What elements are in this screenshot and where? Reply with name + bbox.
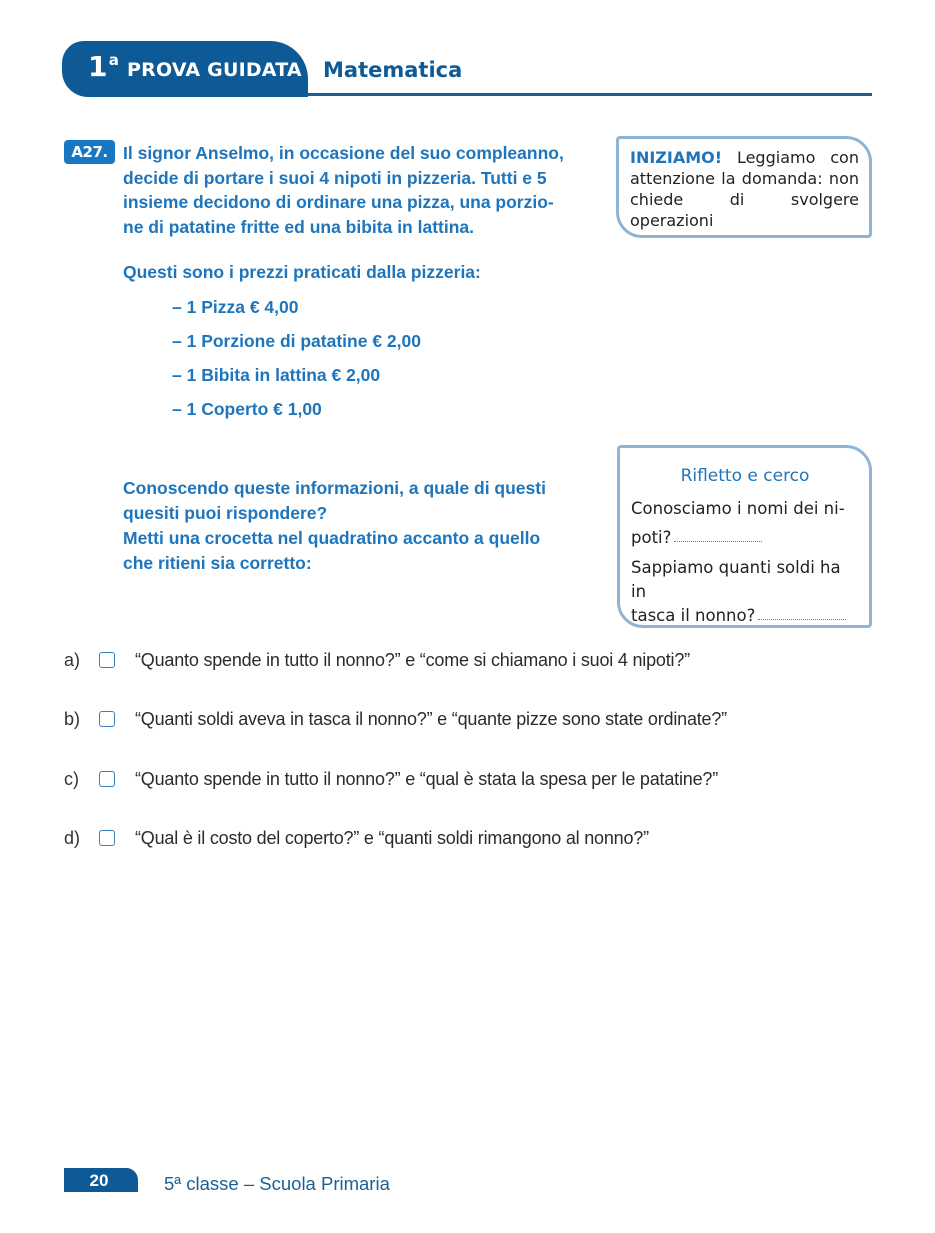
option-checkbox[interactable] <box>99 711 115 727</box>
price-item: – 1 Coperto € 1,00 <box>172 399 322 419</box>
page-number: 20 <box>89 1171 109 1190</box>
footer-text: 5ª classe – Scuola Primaria <box>164 1173 390 1194</box>
header-tab-label: PROVA GUIDATA <box>127 59 302 81</box>
option-text: “Quanto spende in tutto il nonno?” e “come si chiamano i suoi 4 nipoti?” <box>135 649 690 670</box>
option-text: “Quanti soldi aveva in tasca il nonno?” e “quante pizze sono state ordinate?” <box>135 708 727 729</box>
question-line: decide di portare i suoi 4 nipoti in pizzeria. Tutti e 5 <box>123 167 547 188</box>
price-item: – 1 Pizza € 4,00 <box>172 297 299 317</box>
reflect-question-2 <box>631 556 859 628</box>
option-letter: c) <box>64 768 79 789</box>
option-d <box>64 823 649 853</box>
instruction-line: Conoscendo queste informazioni, a quale di questi <box>123 478 546 498</box>
subject-title: Matematica <box>323 58 463 82</box>
reflect-question-1 <box>631 494 859 552</box>
reflect-title: Rifletto e cerco <box>680 466 810 486</box>
price-item: – 1 Bibita in lattina € 2,00 <box>172 365 381 385</box>
option-c <box>64 764 718 794</box>
header-rule <box>300 93 872 96</box>
option-text: “Quanto spende in tutto il nonno?” e “qual è stata la spesa per le patatine?” <box>135 768 718 789</box>
hint-box <box>616 136 872 238</box>
question-badge: A27. <box>64 140 115 164</box>
option-checkbox[interactable] <box>99 652 115 668</box>
option-checkbox[interactable] <box>99 830 115 846</box>
hint-body: Leggiamo con attenzione la domanda: non chiede di svolgere operazioni <box>630 148 859 230</box>
prices-title: Questi sono i prezzi praticati dalla pizzeria: <box>123 262 481 282</box>
option-letter: d) <box>64 827 81 848</box>
instruction-line: quesiti puoi rispondere? <box>123 503 328 523</box>
instruction-line: Metti una crocetta nel quadratino accanto a quello <box>123 528 541 548</box>
option-b <box>64 704 727 734</box>
question-text <box>123 141 593 239</box>
option-checkbox[interactable] <box>99 771 115 787</box>
reflect-q2-line1: Sappiamo quanti soldi ha in <box>631 558 841 601</box>
instruction-text <box>123 476 603 576</box>
header-tab-number: 1 <box>88 50 108 83</box>
option-text: “Qual è il costo del coperto?” e “quanti soldi rimangono al nonno?” <box>135 827 649 848</box>
option-a <box>64 645 690 675</box>
header-tab-superscript: a <box>108 51 120 69</box>
hint-text <box>630 147 859 231</box>
header-tab-title <box>88 50 302 83</box>
instruction-line: che ritieni sia corretto: <box>123 553 312 573</box>
option-letter: b) <box>64 708 81 729</box>
question-line: ne di patatine fritte ed una bibita in lattina. <box>123 216 474 237</box>
page-number-tab <box>64 1168 138 1192</box>
hint-highlight: INIZIAMO! <box>630 148 723 167</box>
reflect-q2-line2: tasca il nonno? <box>631 606 756 625</box>
answer-blank[interactable] <box>674 540 762 542</box>
reflect-box <box>617 445 872 628</box>
option-letter: a) <box>64 649 81 670</box>
question-line: Il signor Anselmo, in occasione del suo compleanno, <box>123 143 564 163</box>
reflect-q1-line1: Conosciamo i nomi dei ni- <box>631 499 845 518</box>
question-line: insieme decidono di ordinare una pizza, una porzio- <box>123 192 554 212</box>
answer-blank[interactable] <box>758 618 846 620</box>
reflect-q1-line2: poti? <box>631 528 672 547</box>
price-item: – 1 Porzione di patatine € 2,00 <box>172 331 421 351</box>
